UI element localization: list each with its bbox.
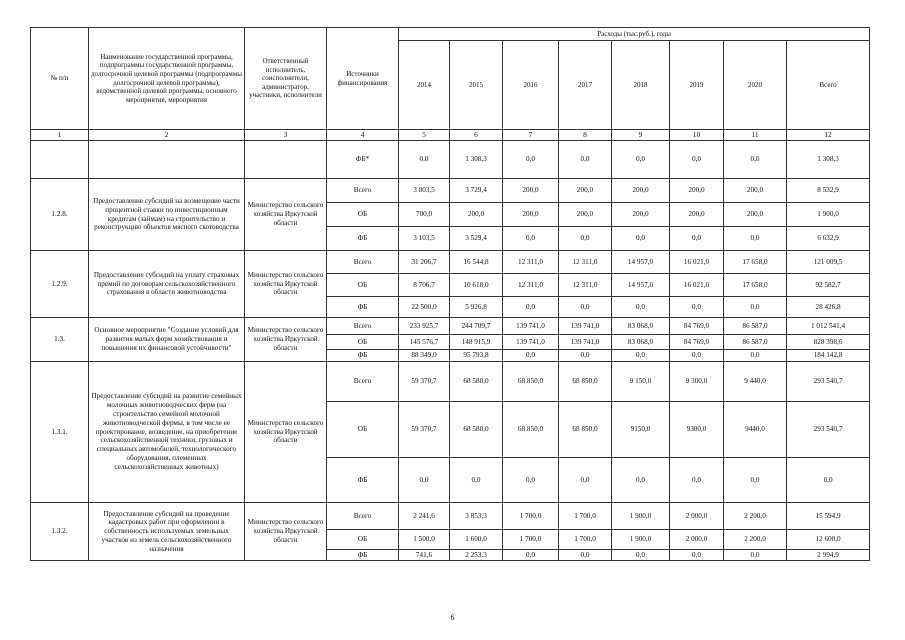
amount-cell: 0,0 (612, 458, 670, 503)
amount-cell: 3 803,5 (399, 179, 450, 203)
amount-cell: 0,0 (670, 350, 724, 362)
carry-value: 1 308,3 (787, 141, 870, 179)
amount-cell: 9 300,0 (670, 362, 724, 402)
column-number: 7 (503, 130, 559, 141)
amount-cell: 15 594,9 (787, 503, 870, 530)
amount-cell: 200,0 (559, 203, 612, 227)
amount-cell: 84 769,0 (670, 318, 724, 335)
amount-cell: 1 500,0 (399, 530, 450, 550)
header-row-top (31, 28, 870, 41)
amount-cell: 0,0 (724, 297, 787, 318)
amount-cell: 1 900,0 (612, 503, 670, 530)
amount-cell: 28 426,8 (787, 297, 870, 318)
group-row (31, 251, 870, 274)
amount-cell: 139 741,0 (559, 318, 612, 335)
amount-cell: 0,0 (559, 350, 612, 362)
carry-value: 0,0 (399, 141, 450, 179)
amount-cell: 9440,0 (724, 402, 787, 458)
amount-cell: 0,0 (503, 458, 559, 503)
amount-cell: 200,0 (670, 203, 724, 227)
group-name: Предоставление субсидий на возмещение части процентной ставки по инвестиционным кредитам (займам) на строительство и реконструкцию объектов мясного скотоводства (89, 179, 245, 251)
amount-cell: 3 529,4 (450, 227, 503, 251)
amount-cell: 244 709,7 (450, 318, 503, 335)
page-number: 6 (450, 613, 455, 622)
funding-source: Всего (327, 179, 399, 203)
amount-cell: 2 200,0 (724, 530, 787, 550)
group-num: 1.2.8. (31, 179, 89, 251)
column-number: 6 (450, 130, 503, 141)
amount-cell: 68 850,0 (559, 402, 612, 458)
funding-source: ОБ (327, 530, 399, 550)
header-year: 2020 (724, 41, 787, 130)
amount-cell: 0,0 (724, 458, 787, 503)
amount-cell: 200,0 (612, 179, 670, 203)
funding-source: Всего (327, 318, 399, 335)
column-number: 11 (724, 130, 787, 141)
amount-cell: 0,0 (612, 350, 670, 362)
carry-value: 1 308,3 (450, 141, 503, 179)
column-number: 2 (89, 130, 245, 141)
amount-cell: 200,0 (724, 203, 787, 227)
column-number: 12 (787, 130, 870, 141)
amount-cell: 9300,0 (670, 402, 724, 458)
amount-cell: 0,0 (612, 297, 670, 318)
funding-source: Всего (327, 503, 399, 530)
funding-source: ФБ (327, 550, 399, 561)
amount-cell: 14 957,0 (612, 251, 670, 274)
amount-cell: 1 900,0 (612, 530, 670, 550)
group-responsible: Министерство сельского хозяйства Иркутской области (245, 362, 327, 503)
amount-cell: 8 532,9 (787, 179, 870, 203)
amount-cell: 84 769,0 (670, 335, 724, 350)
group-row (31, 503, 870, 530)
amount-cell: 0,0 (670, 297, 724, 318)
amount-cell: 1 700,0 (503, 530, 559, 550)
amount-cell: 0,0 (670, 227, 724, 251)
amount-cell: 16 544,8 (450, 251, 503, 274)
amount-cell: 0,0 (503, 227, 559, 251)
group-num: 1.3.1. (31, 362, 89, 503)
table-body (31, 28, 870, 561)
column-number: 3 (245, 130, 327, 141)
amount-cell: 3 729,4 (450, 179, 503, 203)
header-year: 2015 (450, 41, 503, 130)
group-num: 1.2.9. (31, 251, 89, 318)
funding-source: ФБ (327, 350, 399, 362)
group-row (31, 179, 870, 203)
funding-source: ФБ (327, 227, 399, 251)
carry-value: 0,0 (559, 141, 612, 179)
amount-cell: 1 600,0 (450, 530, 503, 550)
amount-cell: 200,0 (670, 179, 724, 203)
amount-cell: 0,0 (503, 297, 559, 318)
amount-cell: 0,0 (612, 227, 670, 251)
amount-cell: 2 200,0 (724, 503, 787, 530)
amount-cell: 2 241,6 (399, 503, 450, 530)
column-number: 5 (399, 130, 450, 141)
column-number: 9 (612, 130, 670, 141)
column-number-row (31, 130, 870, 141)
amount-cell: 700,0 (399, 203, 450, 227)
amount-cell: 83 068,0 (612, 318, 670, 335)
amount-cell: 1 900,0 (787, 203, 870, 227)
amount-cell: 59 370,7 (399, 402, 450, 458)
amount-cell: 1 700,0 (559, 503, 612, 530)
amount-cell: 0,0 (559, 550, 612, 561)
amount-cell: 828 398,6 (787, 335, 870, 350)
header-name: Наименование государственной программы, подпрограммы государственной программы, долгосрочной целевой программы (подпрограммы долгосрочной целевой программы), ведомственной целевой программы, основного мероприятия, мероприятия (89, 28, 245, 130)
amount-cell: 0,0 (559, 458, 612, 503)
amount-cell: 22 500,0 (399, 297, 450, 318)
amount-cell: 86 587,0 (724, 335, 787, 350)
amount-cell: 2 994,9 (787, 550, 870, 561)
amount-cell: 88 349,0 (399, 350, 450, 362)
header-sources: Источники финансирования (327, 28, 399, 130)
header-year: 2016 (503, 41, 559, 130)
amount-cell: 2 000,0 (670, 503, 724, 530)
carry-value: 0,0 (612, 141, 670, 179)
amount-cell: 12 600,0 (787, 530, 870, 550)
amount-cell: 9 440,0 (724, 362, 787, 402)
amount-cell: 200,0 (612, 203, 670, 227)
amount-cell: 121 009,5 (787, 251, 870, 274)
amount-cell: 5 926,8 (450, 297, 503, 318)
amount-cell: 0,0 (503, 350, 559, 362)
group-name: Предоставление субсидий на развитие семейных молочных животноводческих ферм (на строительство семейной молочной животноводческой фермы, в том числе ее проектирование, возведение, на приобретение сельскохозяйственной техники, грузовых и специальных автомобилей, технологического оборудования, племенных сельскохозяйственных животных) (89, 362, 245, 503)
carry-source: ФБ* (327, 141, 399, 179)
funding-source: ОБ (327, 203, 399, 227)
amount-cell: 200,0 (503, 203, 559, 227)
carry-row (31, 141, 870, 179)
group-num: 1.3. (31, 318, 89, 362)
amount-cell: 12 311,0 (503, 251, 559, 274)
header-total: Всего (787, 41, 870, 130)
amount-cell: 0,0 (612, 550, 670, 561)
column-number: 8 (559, 130, 612, 141)
amount-cell: 148 915,9 (450, 335, 503, 350)
carry-value: 0,0 (724, 141, 787, 179)
group-name: Основное мероприятие "Создание условий для развития малых форм хозяйствования и повышения их финансовой устойчивости" (89, 318, 245, 362)
amount-cell: 139 741,0 (503, 335, 559, 350)
amount-cell: 14 957,0 (612, 274, 670, 297)
amount-cell: 233 925,7 (399, 318, 450, 335)
amount-cell: 139 741,0 (559, 335, 612, 350)
amount-cell: 0,0 (724, 550, 787, 561)
amount-cell: 10 618,0 (450, 274, 503, 297)
amount-cell: 8 706,7 (399, 274, 450, 297)
amount-cell: 0,0 (559, 227, 612, 251)
amount-cell: 12 311,0 (503, 274, 559, 297)
column-number: 10 (670, 130, 724, 141)
group-responsible: Министерство сельского хозяйства Иркутской области (245, 318, 327, 362)
amount-cell: 68 850,0 (503, 362, 559, 402)
amount-cell: 31 206,7 (399, 251, 450, 274)
amount-cell: 16 021,0 (670, 274, 724, 297)
funding-source: ФБ (327, 458, 399, 503)
group-row (31, 318, 870, 335)
carry-value: 0,0 (503, 141, 559, 179)
amount-cell: 0,0 (670, 458, 724, 503)
amount-cell: 741,6 (399, 550, 450, 561)
budget-table (30, 27, 870, 561)
amount-cell: 200,0 (503, 179, 559, 203)
amount-cell: 184 142,8 (787, 350, 870, 362)
amount-cell: 0,0 (503, 550, 559, 561)
column-number: 1 (31, 130, 89, 141)
carry-responsible (245, 141, 327, 179)
amount-cell: 0,0 (399, 458, 450, 503)
group-num: 1.3.2. (31, 503, 89, 561)
amount-cell: 83 068,0 (612, 335, 670, 350)
amount-cell: 2 253,3 (450, 550, 503, 561)
amount-cell: 200,0 (724, 179, 787, 203)
amount-cell: 1 012 541,4 (787, 318, 870, 335)
group-responsible: Министерство сельского хозяйства Иркутской области (245, 179, 327, 251)
amount-cell: 68 850,0 (503, 402, 559, 458)
group-responsible: Министерство сельского хозяйства Иркутской области (245, 251, 327, 318)
header-year: 2018 (612, 41, 670, 130)
amount-cell: 68 850,0 (559, 362, 612, 402)
carry-value: 0,0 (670, 141, 724, 179)
carry-num (31, 141, 89, 179)
funding-source: ОБ (327, 274, 399, 297)
header-year: 2014 (399, 41, 450, 130)
amount-cell: 86 587,0 (724, 318, 787, 335)
carry-name (89, 141, 245, 179)
funding-source: Всего (327, 251, 399, 274)
amount-cell: 1 700,0 (503, 503, 559, 530)
amount-cell: 0,0 (559, 297, 612, 318)
amount-cell: 12 311,0 (559, 274, 612, 297)
amount-cell: 145 576,7 (399, 335, 450, 350)
amount-cell: 59 370,7 (399, 362, 450, 402)
header-responsible: Ответственный исполнитель, соисполнители, администратор, участники, исполнители (245, 28, 327, 130)
amount-cell: 200,0 (559, 179, 612, 203)
header-year: 2017 (559, 41, 612, 130)
amount-cell: 68 580,0 (450, 402, 503, 458)
amount-cell: 293 540,7 (787, 362, 870, 402)
amount-cell: 200,0 (450, 203, 503, 227)
amount-cell: 3 103,5 (399, 227, 450, 251)
amount-cell: 0,0 (724, 350, 787, 362)
funding-source: ОБ (327, 402, 399, 458)
header-expenses: Расходы (тыс.руб.), годы (399, 28, 870, 41)
amount-cell: 1 700,0 (559, 530, 612, 550)
amount-cell: 17 658,0 (724, 274, 787, 297)
header-year: 2019 (670, 41, 724, 130)
amount-cell: 0,0 (724, 227, 787, 251)
amount-cell: 293 540,7 (787, 402, 870, 458)
amount-cell: 6 632,9 (787, 227, 870, 251)
amount-cell: 3 853,3 (450, 503, 503, 530)
funding-source: ОБ (327, 335, 399, 350)
amount-cell: 0,0 (450, 458, 503, 503)
amount-cell: 68 580,0 (450, 362, 503, 402)
amount-cell: 16 021,0 (670, 251, 724, 274)
header-num: № п/п (31, 28, 89, 130)
amount-cell: 17 658,0 (724, 251, 787, 274)
amount-cell: 95 793,8 (450, 350, 503, 362)
amount-cell: 92 582,7 (787, 274, 870, 297)
funding-source: Всего (327, 362, 399, 402)
amount-cell: 2 000,0 (670, 530, 724, 550)
amount-cell: 139 741,0 (503, 318, 559, 335)
amount-cell: 0,0 (670, 550, 724, 561)
group-name: Предоставление субсидий на уплату страховых премий по договорам сельскохозяйственного страхования в области животноводства (89, 251, 245, 318)
amount-cell: 12 311,0 (559, 251, 612, 274)
amount-cell: 0,0 (787, 458, 870, 503)
amount-cell: 9150,0 (612, 402, 670, 458)
amount-cell: 9 150,0 (612, 362, 670, 402)
group-row (31, 362, 870, 402)
group-name: Предоставление субсидий на проведение кадастровых работ при оформлении в собственность используемых земельных участков из земель сельскохозяйственного назначения (89, 503, 245, 561)
group-responsible: Министерство сельского хозяйства Иркутской области (245, 503, 327, 561)
funding-source: ФБ (327, 297, 399, 318)
column-number: 4 (327, 130, 399, 141)
